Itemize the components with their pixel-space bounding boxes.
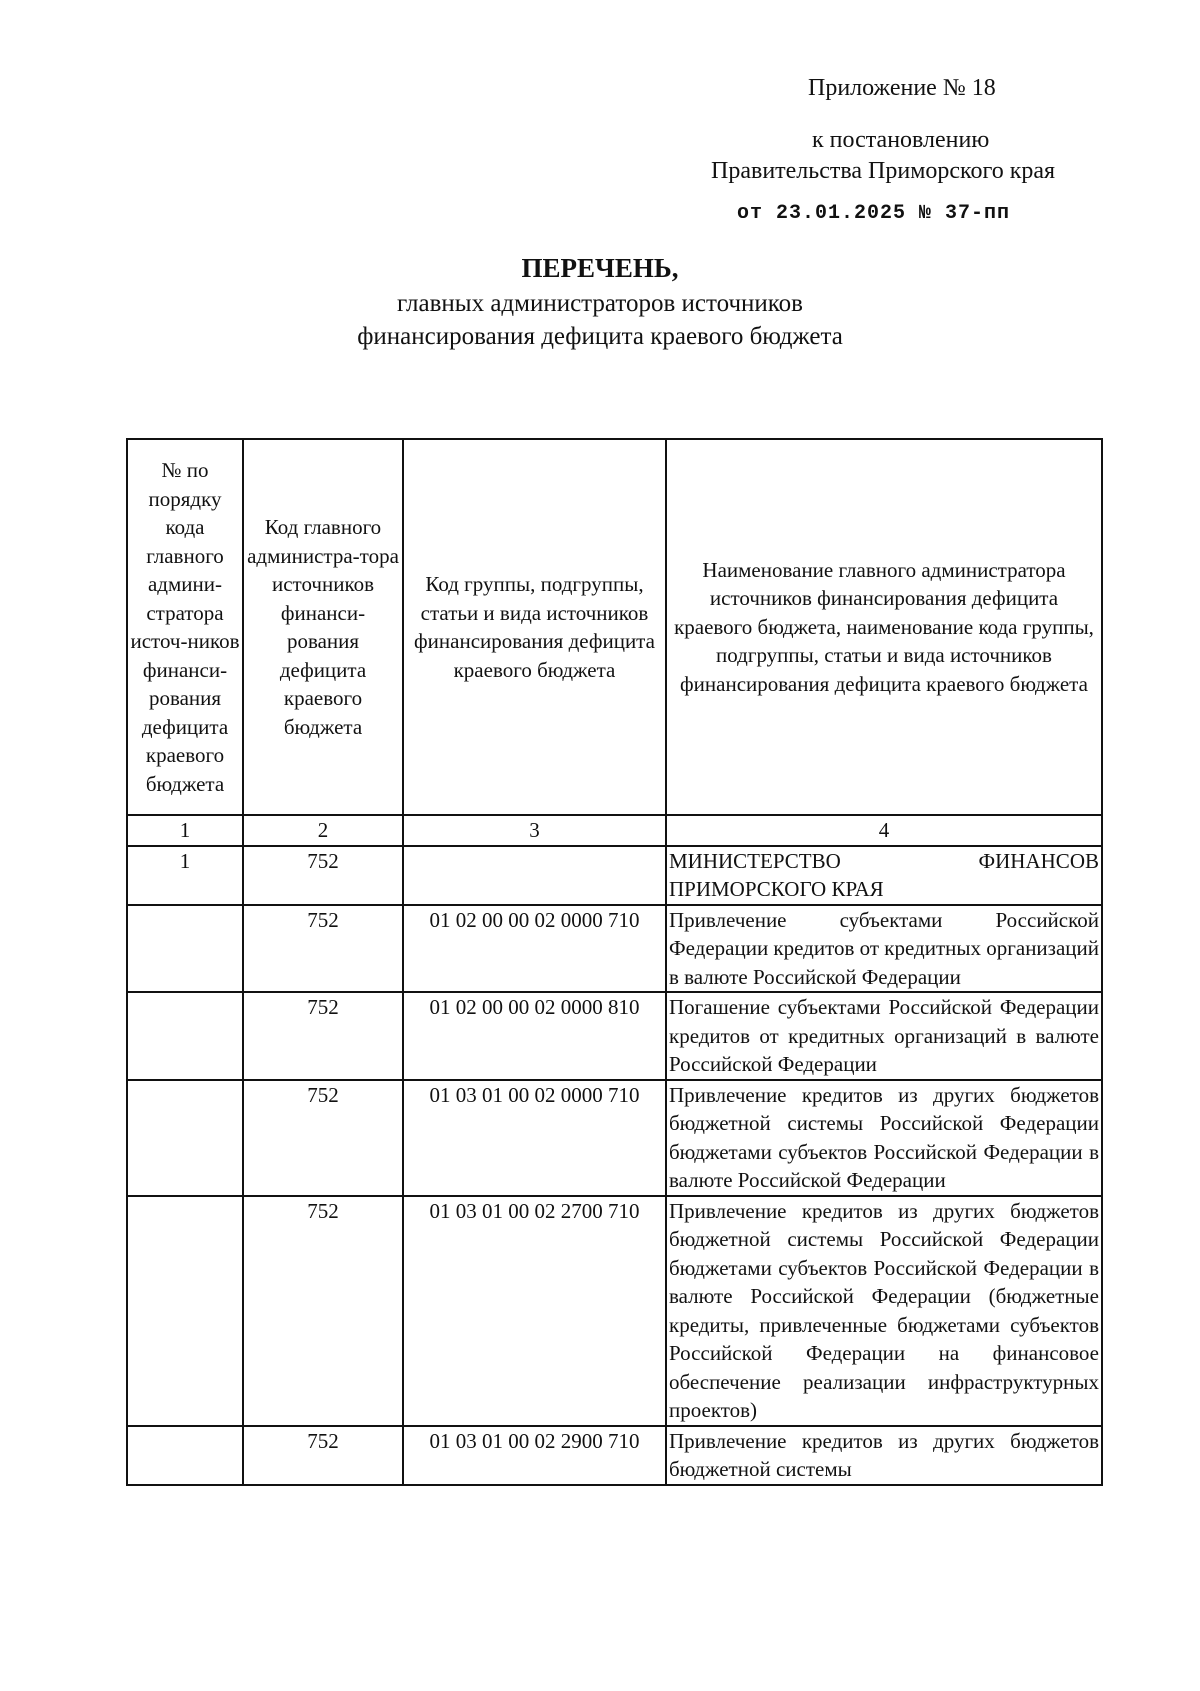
table-header-row <box>127 439 1102 815</box>
title-line-2: главных администраторов источников <box>397 290 803 317</box>
header-col-4: Наименование главного администратора источников финансирования дефицита краевого бюджета, наименование кода группы, подгруппы, статьи и вида источников финансирования дефицита краевого бюджета <box>666 439 1102 815</box>
row-number: 1 <box>127 846 243 905</box>
admin-code: 752 <box>243 1426 403 1485</box>
column-number: 2 <box>243 815 403 846</box>
row-number <box>127 1196 243 1426</box>
header-col-2: Код главного администра-тора источников финанси-рования дефицита краевого бюджета <box>243 439 403 815</box>
source-code: 01 03 01 00 02 2900 710 <box>403 1426 666 1485</box>
column-number: 3 <box>403 815 666 846</box>
government-name: Правительства Приморского края <box>711 158 1056 184</box>
source-name: Привлечение кредитов из других бюджетов бюджетной системы <box>666 1426 1102 1485</box>
source-code <box>403 846 666 905</box>
appendix-number: Приложение № 18 <box>808 75 996 101</box>
row-number <box>127 1426 243 1485</box>
row-number <box>127 905 243 993</box>
table-row <box>127 846 1102 905</box>
source-name: Привлечение кредитов из других бюджетов бюджетной системы Российской Федерации бюджетами субъектов Российской Федерации в валюте Российской Федерации (бюджетные кредиты, привлеченные бюджетами субъектов Российской Федерации на финансовое обеспечение реализации инфраструктурных проектов) <box>666 1196 1102 1426</box>
source-code: 01 02 00 00 02 0000 810 <box>403 992 666 1080</box>
admin-code: 752 <box>243 1080 403 1196</box>
title-main: ПЕРЕЧЕНЬ, <box>521 253 679 283</box>
document-title <box>0 253 1200 285</box>
source-code: 01 03 01 00 02 0000 710 <box>403 1080 666 1196</box>
table-row <box>127 1080 1102 1196</box>
column-number: 4 <box>666 815 1102 846</box>
table-row <box>127 992 1102 1080</box>
column-number: 1 <box>127 815 243 846</box>
admin-code: 752 <box>243 905 403 993</box>
column-numbers-row <box>127 815 1102 846</box>
table-row <box>127 1426 1102 1485</box>
row-number <box>127 1080 243 1196</box>
admin-code: 752 <box>243 992 403 1080</box>
source-name: Привлечение субъектами Российской Федерации кредитов от кредитных организаций в валюте Российской Федерации <box>666 905 1102 993</box>
source-name: Погашение субъектами Российской Федерации кредитов от кредитных организаций в валюте Российской Федерации <box>666 992 1102 1080</box>
table-row <box>127 905 1102 993</box>
resolution-reference: к постановлению <box>812 127 990 153</box>
source-code: 01 02 00 00 02 0000 710 <box>403 905 666 993</box>
sources-table <box>126 438 1103 1486</box>
title-line-3: финансирования дефицита краевого бюджета <box>357 323 843 350</box>
resolution-date-number: от 23.01.2025 № 37-пп <box>737 202 1011 225</box>
table-row <box>127 1196 1102 1426</box>
row-number <box>127 992 243 1080</box>
admin-code: 752 <box>243 1196 403 1426</box>
source-code: 01 03 01 00 02 2700 710 <box>403 1196 666 1426</box>
header-col-1: № по порядку кода главного админи-стратора источ-ников финанси-рования дефицита краевого бюджета <box>127 439 243 815</box>
source-name: МИНИСТЕРСТВО ФИНАНСОВ ПРИМОРСКОГО КРАЯ <box>666 846 1102 905</box>
admin-code: 752 <box>243 846 403 905</box>
source-name: Привлечение кредитов из других бюджетов бюджетной системы Российской Федерации бюджетами субъектов Российской Федерации в валюте Российской Федерации <box>666 1080 1102 1196</box>
header-col-3: Код группы, подгруппы, статьи и вида источников финансирования дефицита краевого бюджета <box>403 439 666 815</box>
